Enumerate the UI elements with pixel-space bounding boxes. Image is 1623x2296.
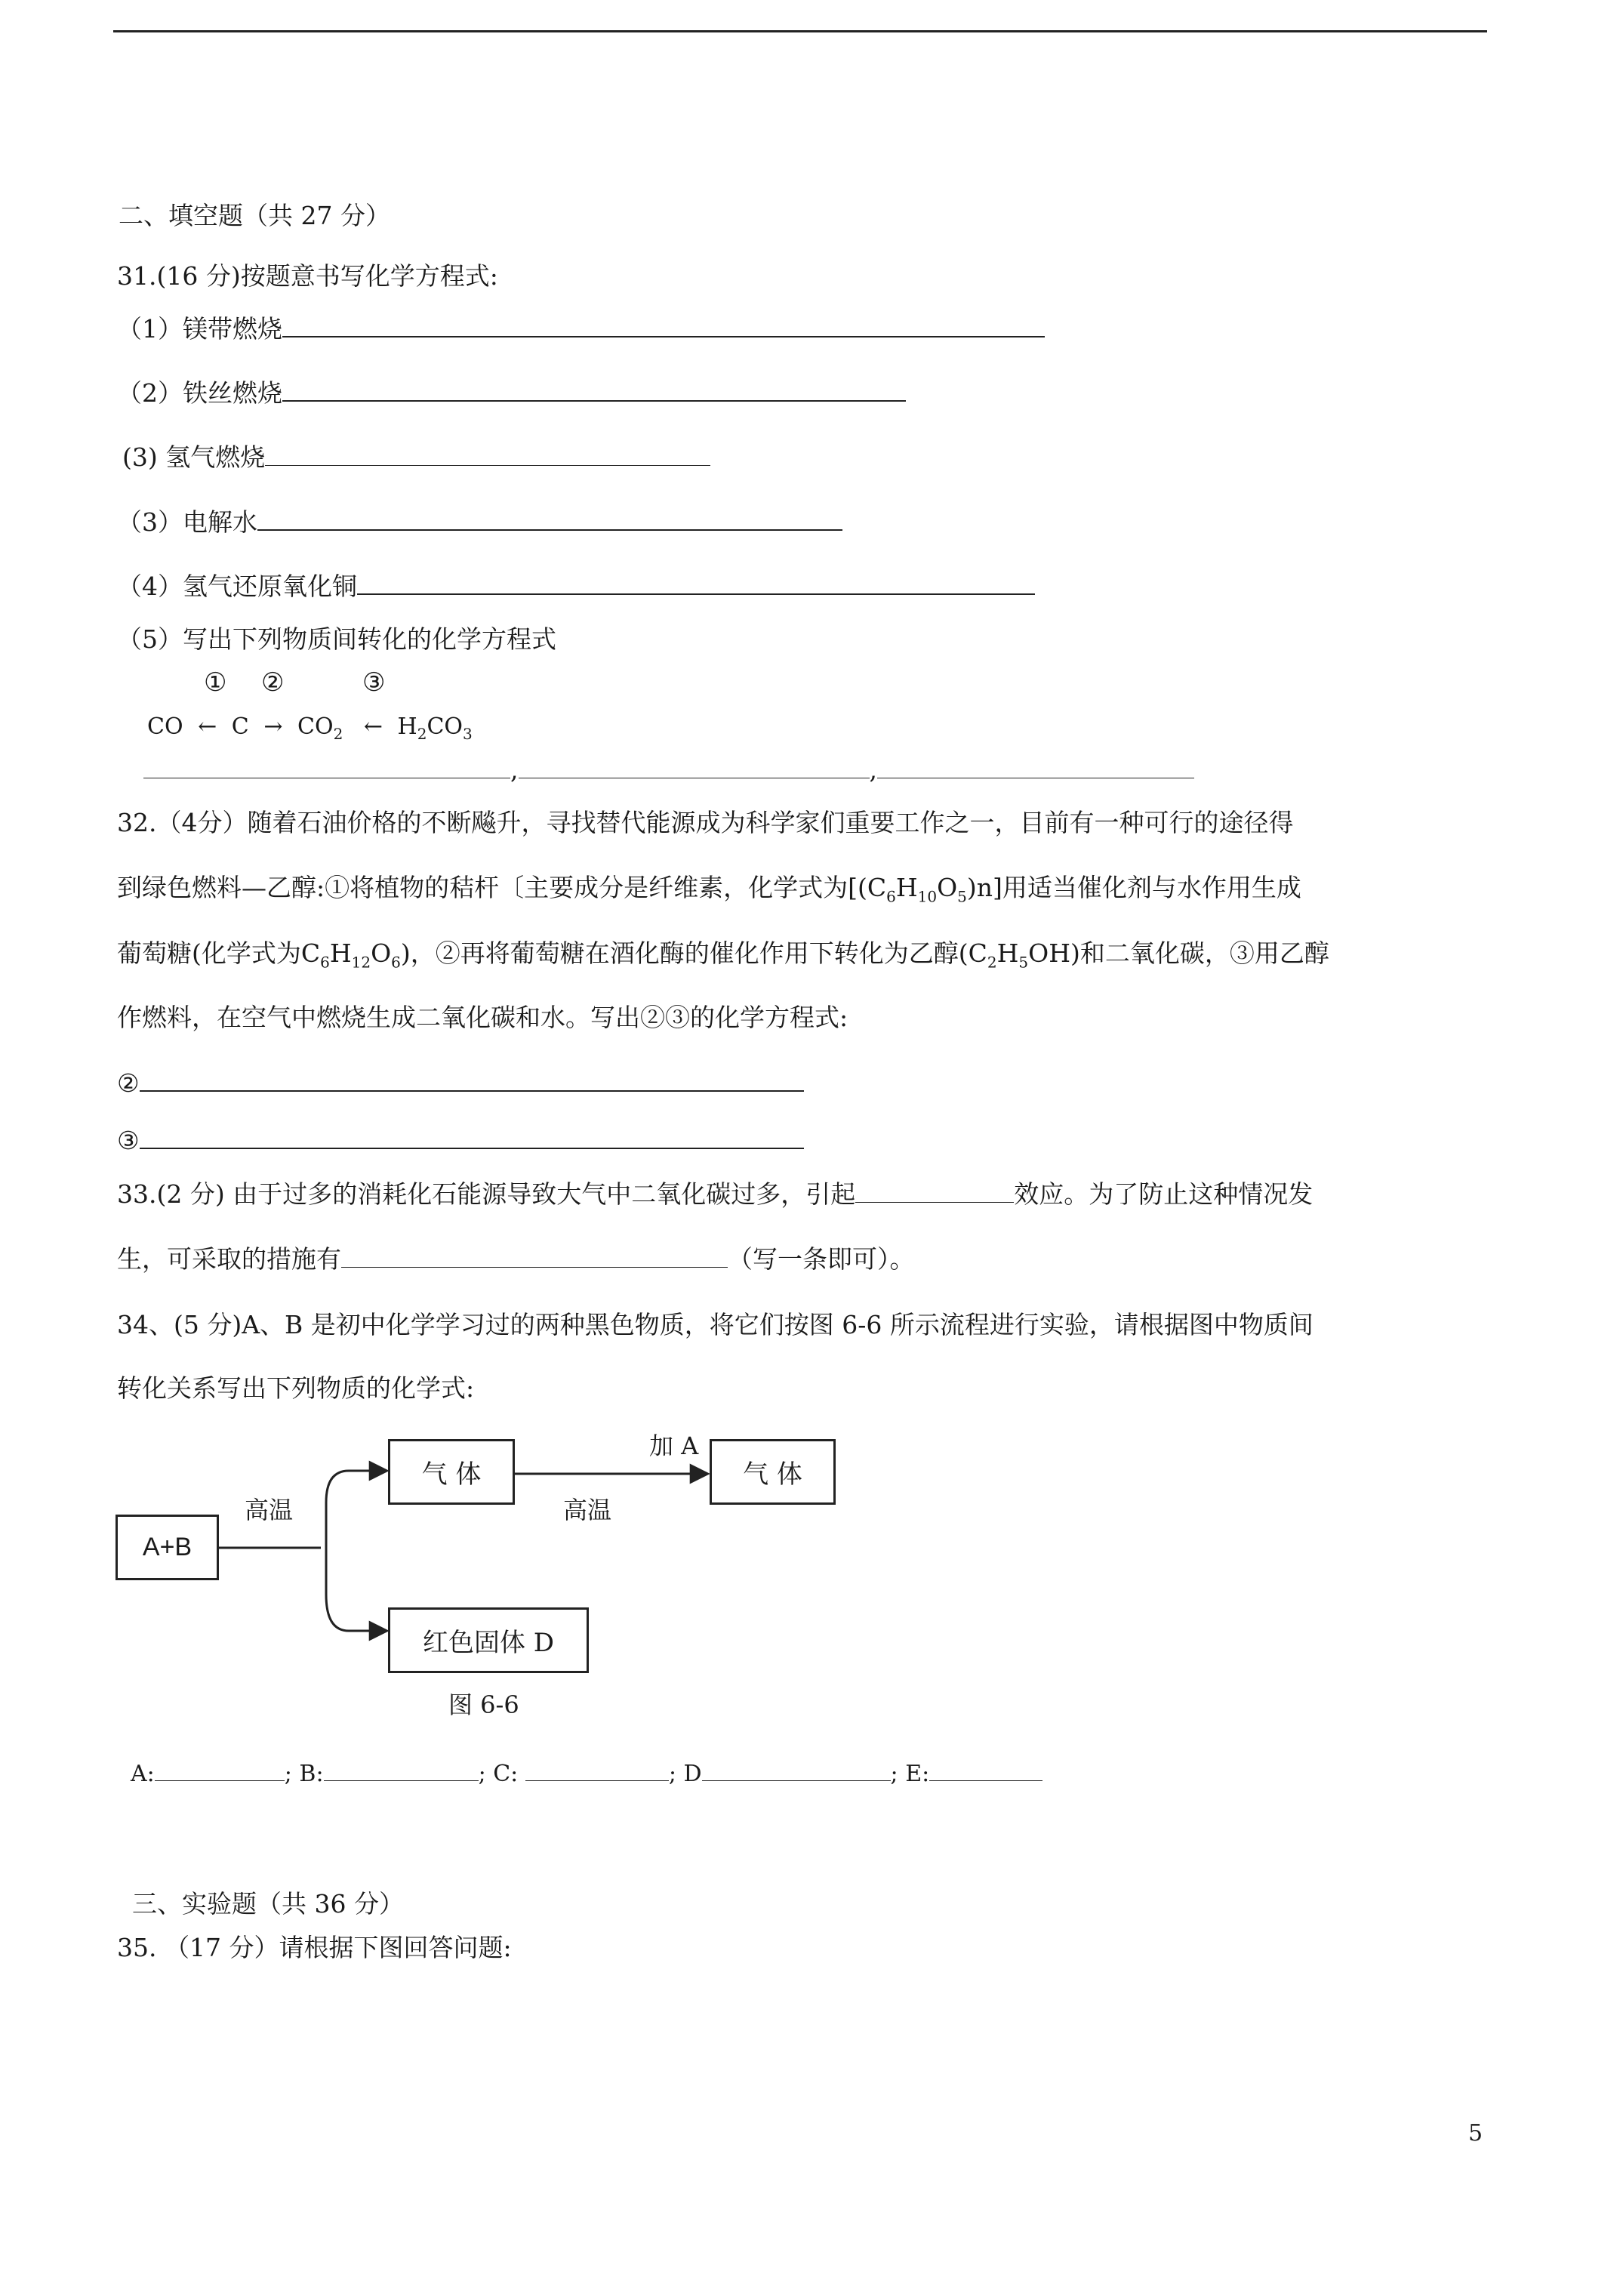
q31-item-1-label: （1）镁带燃烧 xyxy=(117,314,282,344)
q32-line-3: 葡萄糖(化学式为$C_6H_{12}O_6$)，②再将葡萄糖在酒化酶的催化作用下转化为乙醇$(C_2H_5OH)$和二氧化碳，③用乙醇 xyxy=(117,938,1329,972)
formula-h2co3: $H_2CO_3$ xyxy=(397,713,473,743)
page-number: 5 xyxy=(1468,2120,1483,2147)
step-num-3: ③ xyxy=(362,667,386,698)
arrow-left-icon: ← xyxy=(363,713,383,740)
step-num-2: ② xyxy=(261,667,285,698)
answer-blank-d[interactable] xyxy=(702,1758,891,1781)
q35-stem: 35. （17 分）请根据下图回答问题: xyxy=(117,1933,512,1962)
q31-item-2-label: （2）铁丝燃烧 xyxy=(117,378,282,408)
q32-line-2: 到绿色燃料—乙醇:①将植物的秸杆〔主要成分是纤维素，化学式为$[(C_6H_{10}O_5)n]$用适当催化剂与水作用生成 xyxy=(117,873,1301,906)
label-gaowen-2: 高温 xyxy=(563,1496,612,1524)
answer-blank-b[interactable] xyxy=(324,1758,479,1781)
label-add-a: 加 A xyxy=(649,1432,699,1460)
box-gas-1: 气 体 xyxy=(388,1439,515,1505)
q31-item-3-label: (3) 氢气燃烧 xyxy=(122,442,266,472)
answer-label: ② xyxy=(117,1068,140,1098)
label-gaowen-1: 高温 xyxy=(245,1496,294,1524)
formula-co: CO xyxy=(147,713,183,740)
q34-line-1: 34、(5 分)A、B 是初中化学学习过的两种黑色物质，将它们按图 6-6 所示流程进行实验，请根据图中物质间 xyxy=(117,1310,1313,1339)
q32-line-1: 32.（4分）随着石油价格的不断飚升，寻找替代能源成为科学家们重要工作之一，目前有一种可行的途径得 xyxy=(117,808,1294,837)
box-a-plus-b: A+B xyxy=(115,1515,219,1580)
figure-caption: 图 6-6 xyxy=(448,1690,519,1719)
separator: , xyxy=(510,755,519,784)
answer-blank-e[interactable] xyxy=(929,1758,1042,1781)
q31-stem: 31.(16 分)按题意书写化学方程式: xyxy=(117,261,498,291)
arrow-right-icon: → xyxy=(263,713,283,740)
answer-blank-c[interactable] xyxy=(525,1758,669,1781)
q31-item-5-label: （4）氢气还原氧化铜 xyxy=(117,572,357,601)
q33-line-1: 33.(2 分) 由于过多的消耗化石能源导致大气中二氧化碳过多，引起 效应。为了防止这种情况发 xyxy=(117,1179,1313,1209)
section-2-title: 二、填空题（共 27 分） xyxy=(119,201,390,230)
q32-line-4: 作燃料，在空气中燃烧生成二氧化碳和水。写出②③的化学方程式: xyxy=(117,1003,848,1032)
box-gas-2: 气 体 xyxy=(710,1439,836,1505)
q33-line-2: 生，可采取的措施有 （写一条即可）。 xyxy=(117,1244,915,1274)
formula-c: C xyxy=(231,713,249,740)
q31-item-6: （5）写出下列物质间转化的化学方程式 xyxy=(117,624,556,654)
answer-label: ③ xyxy=(117,1126,140,1155)
answer-blank-a[interactable] xyxy=(155,1758,285,1781)
separator: , xyxy=(869,755,877,784)
q34-answers: A: ; B: ; C: ; D ; E: xyxy=(131,1758,1042,1789)
q34-line-2: 转化关系写出下列物质的化学式: xyxy=(117,1373,475,1403)
q31-item-4-label: （3）电解水 xyxy=(117,507,257,537)
arrow-left-icon: ← xyxy=(198,713,217,740)
section-3-title: 三、实验题（共 36 分） xyxy=(132,1889,404,1918)
formula-co2: $CO_2$ xyxy=(297,713,343,743)
step-num-1: ① xyxy=(204,667,227,698)
box-red-solid-d: 红色固体 D xyxy=(388,1607,589,1673)
